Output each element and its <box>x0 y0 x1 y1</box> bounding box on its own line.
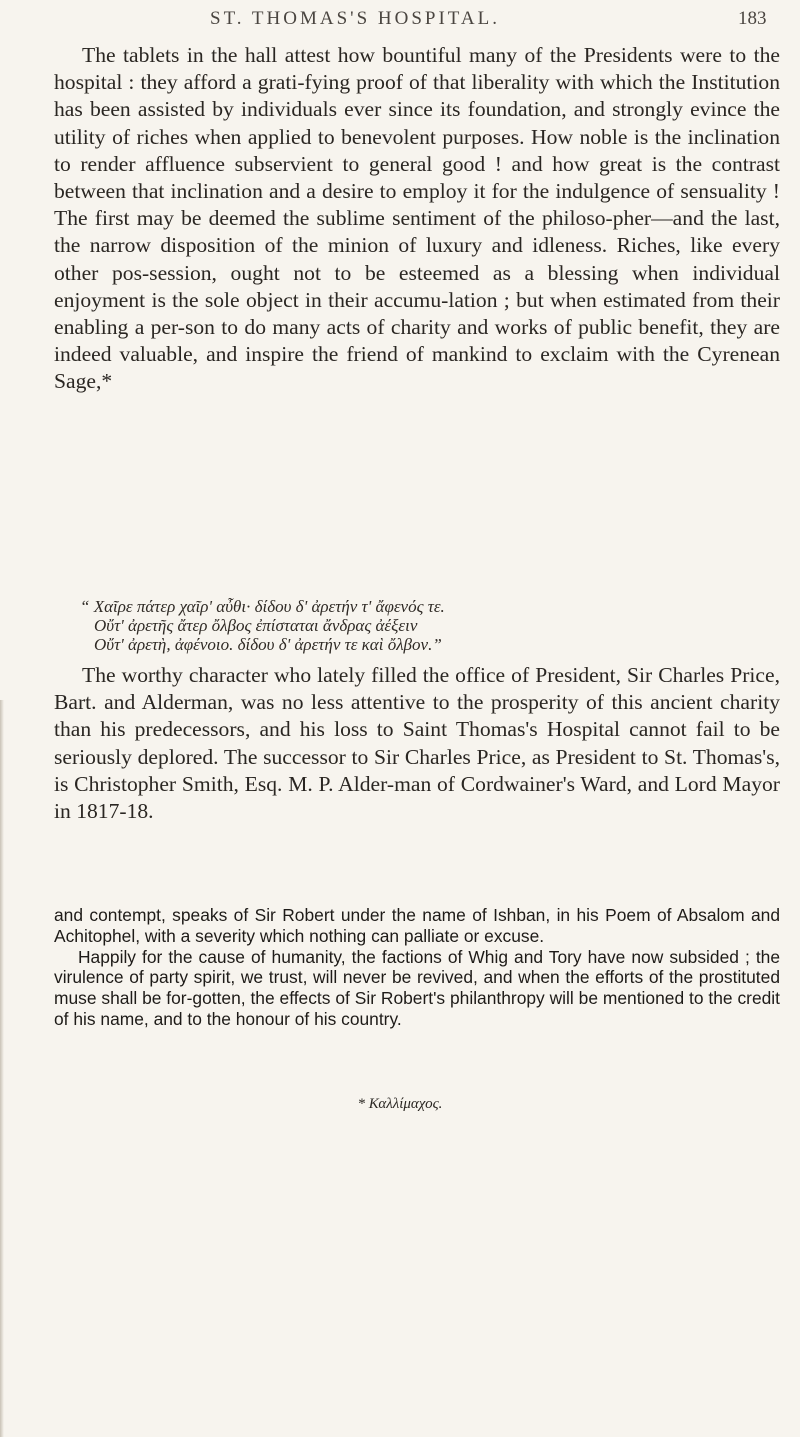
reference-note: * Καλλίμαχος. <box>357 1096 443 1112</box>
body-paragraph-tablets: The tablets in the hall attest how bountiful many of the Presidents were to the hospital : they afford a grati-fying proof of that liberality with which the Institution has been assisted by individuals ever since its foundation, and strongly evince the utility of riches when applied to benevolent purposes. How noble is the inclination to render affluence subservient to general good ! and how great is the contrast between that inclination and a desire to employ it for the indulgence of sensuality ! The first may be deemed the sublime sentiment of the philoso-pher—and the last, the narrow disposition of the minion of luxury and idleness. Riches, like every other pos-session, ought not to be esteemed as a blessing when individual enjoyment is the sole object in their accumu-lation ; but when estimated from their enabling a per-son to do many acts of charity and works of public benefit, they are indeed valuable, and inspire the friend of mankind to exclaim with the Cyrenean Sage,* <box>54 43 780 394</box>
footnote-paragraph-1: and contempt, speaks of Sir Robert under the name of Ishban, in his Poem of Absalom and Achitophel, with a severity which nothing can palliate or excuse. <box>54 905 780 946</box>
page-number: 183 <box>738 8 767 29</box>
greek-quotation <box>54 597 780 654</box>
running-head <box>0 8 800 38</box>
greek-line-2: Οὔτ' ἀρετῆς ἄτερ ὄλβος ἐπίσταται ἄνδρας ἀέξειν <box>94 616 418 635</box>
footnote-paragraph-2: Happily for the cause of humanity, the factions of Whig and Tory have now subsided ; the virulence of party spirit, we trust, will never be revived, and when the efforts of the prostituted muse shall be for-gotten, the effects of Sir Robert's philanthropy will be mentioned to the credit of his name, and to the honour of his country. <box>54 946 780 1029</box>
greek-line-1: “ Χαῖρε πάτερ χαῖρ' αὖθι· δίδου δ' ἀρετήν τ' ἄφενός τε. <box>80 597 445 616</box>
body-paragraph-president: The worthy character who lately filled the office of President, Sir Charles Price, Bart. and Alderman, was no less attentive to the prosperity of this ancient charity than his predecessors, and his loss to Saint Thomas's Hospital cannot fail to be seriously deplored. The successor to Sir Charles Price, as President to St. Thomas's, is Christopher Smith, Esq. M. P. Alder-man of Cordwainer's Ward, and Lord Mayor in 1817-18. <box>54 663 780 824</box>
running-head-title: ST. THOMAS'S HOSPITAL. <box>210 8 500 29</box>
binding-edge-shadow <box>0 700 4 1437</box>
footnote <box>54 905 780 1030</box>
greek-line-3: Οὔτ' ἀρετὴ, ἀφένοιο. δίδου δ' ἀρετήν τε καὶ ὄλβον.” <box>94 635 442 654</box>
